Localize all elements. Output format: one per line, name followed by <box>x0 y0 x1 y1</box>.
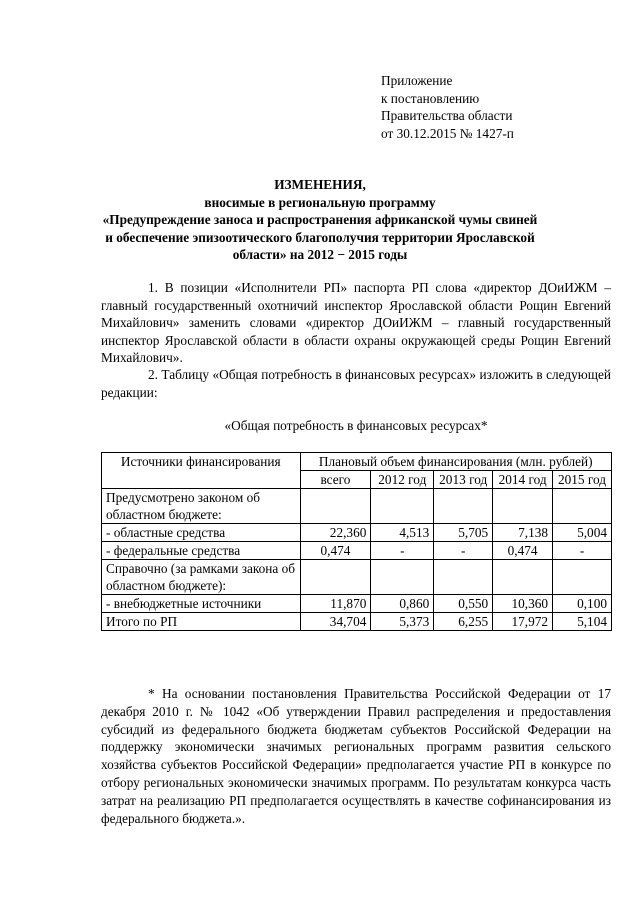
table-row-total <box>102 613 612 631</box>
cell-2012: - <box>371 542 434 560</box>
table-row <box>102 595 612 613</box>
cell-2014: 17,972 <box>493 613 553 631</box>
row-label: - федеральные средства <box>102 542 301 560</box>
cell-2015: 0,100 <box>553 595 612 613</box>
cell-2015: 5,104 <box>553 613 612 631</box>
col-2012: 2012 год <box>371 471 434 489</box>
header-source: Источники финансирования <box>102 453 301 489</box>
title-line: области» на 2012 − 2015 годы <box>232 247 408 262</box>
appendix-header <box>381 72 514 142</box>
title-line: «Предупреждение заноса и распространения африканской чумы свиней <box>102 212 538 227</box>
cell-total: 0,474 <box>300 542 371 560</box>
appendix-line: к постановлению <box>381 90 480 106</box>
cell-2015: 5,004 <box>553 524 612 542</box>
cell-2012: 5,373 <box>371 613 434 631</box>
cell-2014: 7,138 <box>493 524 553 542</box>
col-total: всего <box>300 471 371 489</box>
appendix-line: Приложение <box>381 73 453 88</box>
section-label: Предусмотрено законом об областном бюджете: <box>102 489 301 524</box>
title-line: ИЗМЕНЕНИЯ, <box>274 177 366 192</box>
cell-total: 22,360 <box>300 524 371 542</box>
table-title: «Общая потребность в финансовых ресурсах* <box>224 418 488 433</box>
cell-2013: 0,550 <box>434 595 493 613</box>
cell-2014: 10,360 <box>493 595 553 613</box>
paragraph-2: 2. Таблицу «Общая потребность в финансовых ресурсах» изложить в следующей редакции: <box>101 367 611 400</box>
appendix-line: Правительства области <box>381 108 513 123</box>
cell-total: 11,870 <box>300 595 371 613</box>
cell-2012: 0,860 <box>371 595 434 613</box>
cell-total: 34,704 <box>300 613 371 631</box>
appendix-line: от 30.12.2015 № 1427-п <box>381 125 514 141</box>
cell-2015: - <box>553 542 612 560</box>
header-plan: Плановый объем финансирования (млн. рублей) <box>300 453 611 471</box>
row-label: - внебюджетные источники <box>102 595 301 613</box>
section-row <box>102 489 612 524</box>
table-row <box>102 542 612 560</box>
table-row <box>102 524 612 542</box>
col-2013: 2013 год <box>434 471 493 489</box>
title-line: и обеспечение эпизоотического благополучия территории Ярославской <box>105 229 535 245</box>
document-title <box>100 176 540 264</box>
cell-2013: - <box>434 542 493 560</box>
section-label: Справочно (за рамками закона об областном бюджете): <box>102 560 301 595</box>
cell-2014: 0,474 <box>493 542 553 560</box>
row-label: Итого по РП <box>102 613 301 631</box>
paragraph-1: 1. В позиции «Исполнители РП» паспорта РП слова «директор ДОиИЖМ – главный государственный охотничий инспектор Ярославской области Рощин Евгений Михайлович» заменить словами «директор ДОиИЖМ – главный государственный инспектор Ярославской области в области охраны окружающей среды Рощин Евгений Михайлович». <box>101 280 611 365</box>
cell-2012: 4,513 <box>371 524 434 542</box>
financing-table <box>101 452 612 631</box>
cell-2013: 6,255 <box>434 613 493 631</box>
table-header-row <box>102 453 612 471</box>
footnote: * На основании постановления Правительства Российской Федерации от 17 декабря 2010 г. № 1042 «Об утверждении Правил распределения и предоставления субсидий из федерального бюджета бюджетам субъектов Российской Федерации на поддержку экономически значимых региональных программ развития сельского хозяйства субъектов Российской Федерации» предполагается участие РП в конкурсе по отбору региональных экономически значимых программ. По результатам конкурса часть затрат на реализацию РП предполагается осуществлять в качестве софинансирования из федерального бюджета.». <box>101 686 611 826</box>
section-row <box>102 560 612 595</box>
cell-2013: 5,705 <box>434 524 493 542</box>
row-label: - областные средства <box>102 524 301 542</box>
col-2015: 2015 год <box>553 471 612 489</box>
col-2014: 2014 год <box>493 471 553 489</box>
title-line: вносимые в региональную программу <box>204 194 436 210</box>
